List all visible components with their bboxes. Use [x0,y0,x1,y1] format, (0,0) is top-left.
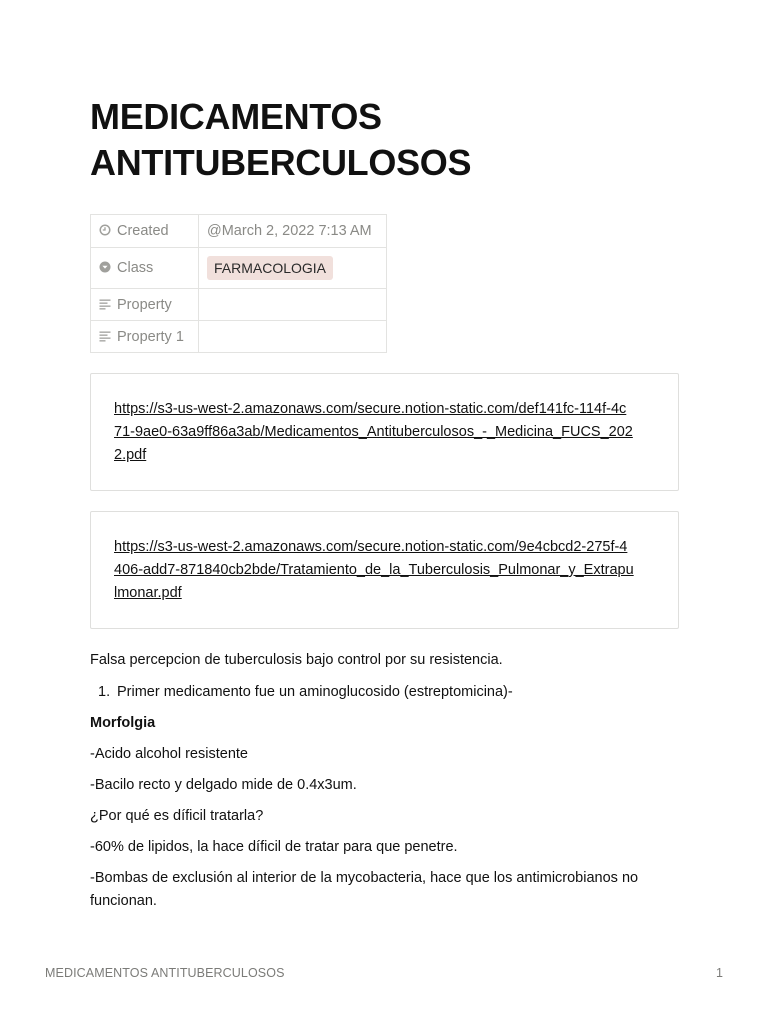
list-item-text: Primer medicamento fue un aminoglucosido (estreptomicina)- [117,684,513,700]
property-row-class [91,248,387,289]
file-link-block [90,373,679,491]
link-line: 71-9ae0-63a9ff86a3ab/Medicamentos_Antituberculosos_-_Medicina_FUCS_202 [114,424,633,440]
class-value [199,248,387,289]
created-value: @March 2, 2022 7:13 AM [199,215,387,248]
paragraph: -60% de lipidos, la hace díficil de tratar para que penetre. [90,839,458,855]
list-item [98,681,678,704]
property-row-property [91,289,387,321]
file-link[interactable] [114,539,634,601]
property-key-label: Property 1 [117,328,184,345]
file-link-block [90,511,679,629]
link-line: 2.pdf [114,447,147,463]
link-line: 406-add7-871840cb2bde/Tratamiento_de_la_Tuberculosis_Pulmonar_y_Extrapu [114,562,634,578]
list-number: 1. [98,684,111,700]
property-1-value [199,321,387,353]
text-lines-icon [99,298,111,310]
section-heading: Morfolgia [90,715,156,731]
select-icon [99,261,111,273]
file-link[interactable] [114,401,633,463]
paragraph: Falsa percepcion de tuberculosis bajo control por su resistencia. [90,652,503,668]
class-tag[interactable]: FARMACOLOGIA [207,256,333,280]
property-key-label: Property [117,296,172,313]
title-line-2: ANTITUBERCULOSOS [90,142,472,183]
link-line: https://s3-us-west-2.amazonaws.com/secure.notion-static.com/9e4cbcd2-275f-4 [114,539,628,555]
property-row-created [91,215,387,248]
text-lines-icon [99,330,111,342]
link-line: https://s3-us-west-2.amazonaws.com/secure.notion-static.com/def141fc-114f-4c [114,401,627,417]
paragraph: -Acido alcohol resistente [90,746,248,762]
property-key [91,215,199,248]
footer-title: MEDICAMENTOS ANTITUBERCULOSOS [45,966,285,980]
property-key [91,248,199,289]
title-line-1: MEDICAMENTOS [90,96,382,137]
properties-table [90,214,387,353]
property-key-label: Created [117,223,169,239]
page-number: 1 [716,966,723,980]
property-key [91,289,199,321]
property-key [91,321,199,353]
paragraph: ¿Por qué es díficil tratarla? [90,808,264,824]
paragraph: -Bacilo recto y delgado mide de 0.4x3um. [90,777,357,793]
property-key-label: Class [117,260,154,276]
paragraph: -Bombas de exclusión al interior de la mycobacteria, hace que los antimicrobianos no funcionan. [90,870,639,909]
property-row-property-1 [91,321,387,353]
page-title [90,94,690,186]
clock-icon [99,224,111,236]
property-value [199,289,387,321]
link-line: lmonar.pdf [114,585,182,601]
